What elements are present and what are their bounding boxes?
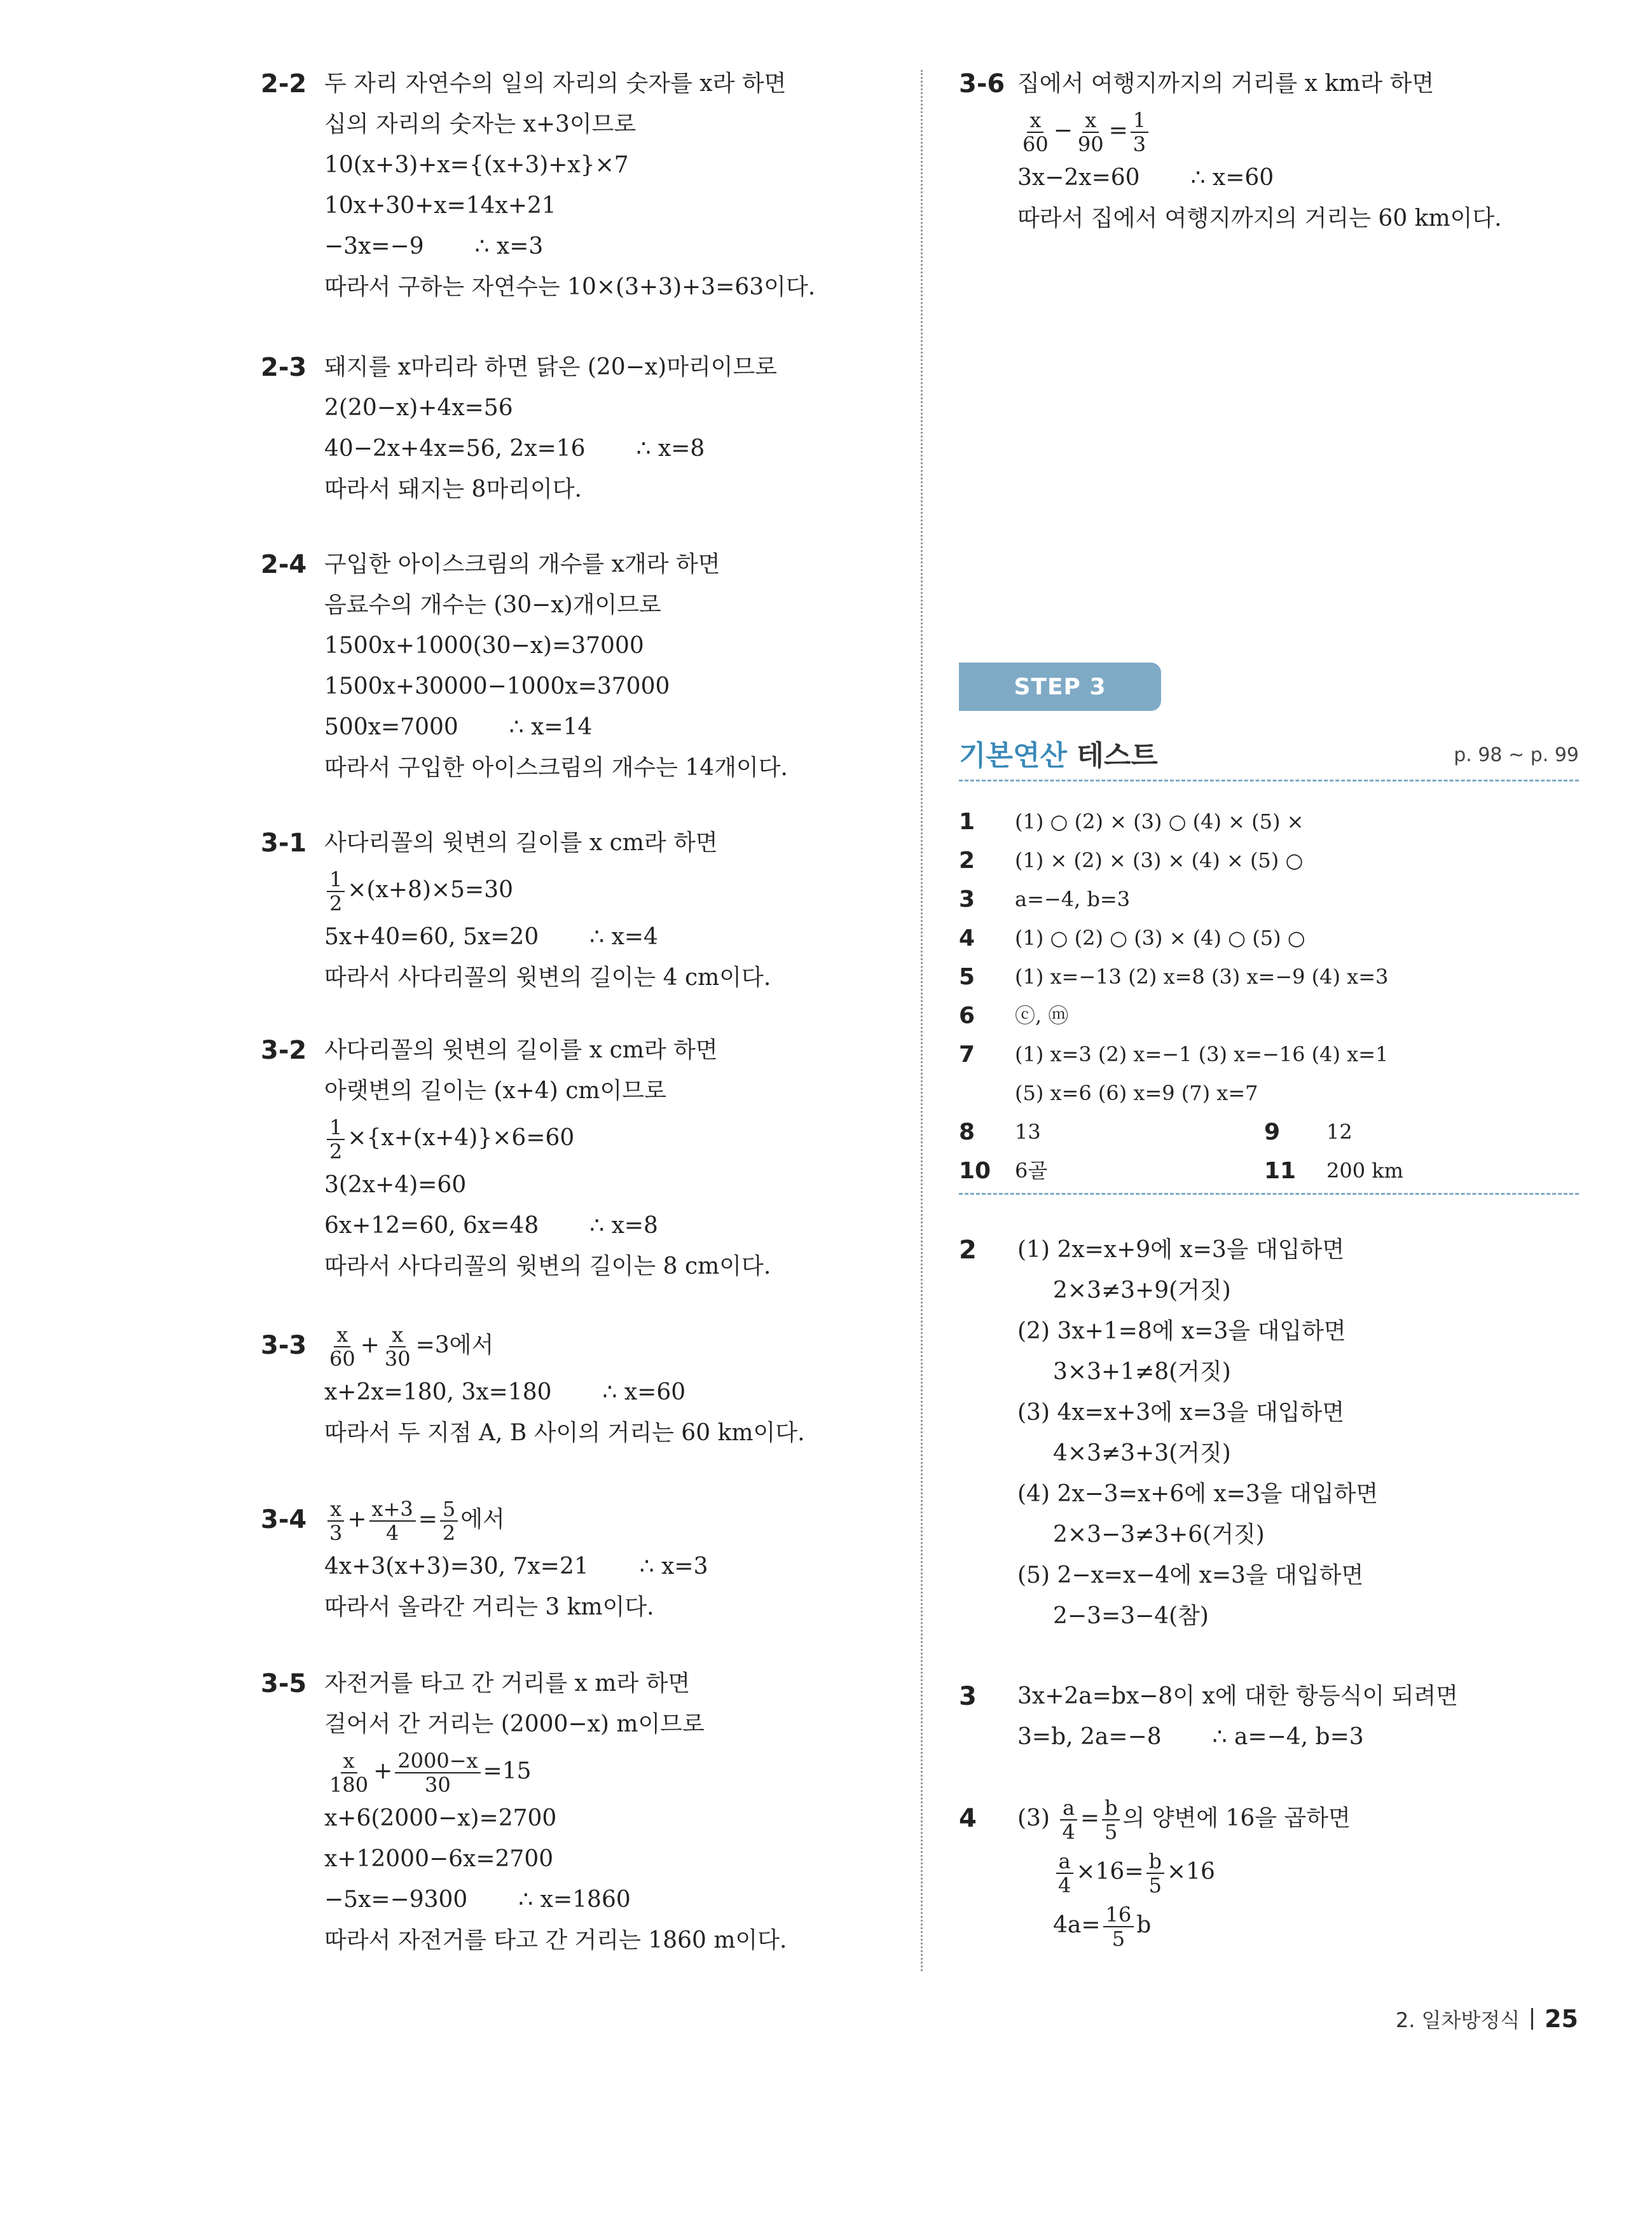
problem-2-3	[261, 347, 909, 510]
text-line: $\frac{1}{2}$ ×(x+8)×5=30	[324, 864, 909, 917]
text-line: 4a= $\frac{16}{5}$ b	[1053, 1903, 1152, 1951]
solution: ∴ x=8	[589, 1213, 658, 1239]
text-line: (2) 3x+1=8에 x=3을 대입하면	[1017, 1318, 1346, 1344]
fraction: $\frac{5}{2}$	[440, 1497, 458, 1545]
solution: ∴ x=3	[474, 233, 544, 259]
text-line: 따라서 구입한 아이스크림의 개수는 14개이다.	[324, 755, 788, 781]
solution: ∴ a=−4, b=3	[1212, 1724, 1364, 1750]
text-line: 2(20−x)+4x=56	[324, 395, 513, 421]
solution-2-block	[959, 1230, 1579, 1637]
fraction: $\frac{x}{60}$	[1022, 108, 1049, 156]
problem-3-1	[261, 823, 909, 998]
text-line: 3x+2a=bx−8이 x에 대한 항등식이 되려면	[1017, 1683, 1458, 1709]
solution: ∴ x=14	[509, 714, 593, 740]
problem-number: 3	[959, 1682, 977, 1711]
text-line: 10(x+3)+x={(x+3)+x}×7	[324, 152, 629, 178]
text-line: 4×3≠3+3(거짓)	[1053, 1440, 1231, 1466]
text-line: 2×3≠3+9(거짓)	[1053, 1277, 1231, 1304]
text-line: 걸어서 간 거리는 (2000−x) m이므로	[324, 1711, 705, 1737]
fraction: $\frac{x+3}{4}$	[369, 1497, 416, 1545]
solution-2	[959, 1230, 1579, 1637]
problem-3-6	[959, 64, 1579, 239]
page-range: p. 98 ~ p. 99	[1454, 744, 1579, 766]
text-line: 따라서 올라간 거리는 3 km이다.	[324, 1594, 654, 1620]
equation: 6x+12=60, 6x=48	[324, 1213, 539, 1239]
solution-3	[959, 1676, 1579, 1758]
answer-list	[959, 802, 1579, 1190]
fraction: $\frac{x}{90}$	[1077, 108, 1104, 156]
fraction: $\frac{x}{180}$	[329, 1749, 369, 1797]
text-line: $\frac{x}{3}$ + $\frac{x+3}{4}$ = $\frac{5}{2}$ 에서	[324, 1493, 909, 1546]
left-column	[261, 64, 909, 1961]
text-line: 2×3−3≠3+6(거짓)	[1053, 1522, 1265, 1548]
answer-row: 6 ⓒ, ⓜ	[959, 1003, 1069, 1029]
text-line: $\frac{1}{2}$ ×{x+(x+4)}×6=60	[324, 1112, 909, 1165]
text-line: 따라서 돼지는 8마리이다.	[324, 476, 582, 502]
fraction: $\frac{a}{4}$	[1056, 1850, 1073, 1897]
text-line: 1500x+30000−1000x=37000	[324, 673, 670, 699]
text-line: $\frac{x}{60}$ + $\frac{x}{30}$ =3에서	[324, 1319, 909, 1372]
equation: 40−2x+4x=56, 2x=16	[324, 436, 586, 462]
chapter-label: 2. 일차방정식	[1395, 2008, 1520, 2032]
fraction: $\frac{x}{3}$	[327, 1497, 345, 1545]
text-line	[324, 226, 909, 267]
problem-number: 2-3	[261, 353, 307, 382]
answer-row: 1 (1) ○ (2) × (3) ○ (4) × (5) ×	[959, 809, 1304, 835]
text-line	[324, 917, 909, 958]
text-line: 1500x+1000(30−x)=37000	[324, 633, 644, 659]
fraction: $\frac{x}{60}$	[329, 1323, 355, 1371]
fraction: $\frac{b}{5}$	[1146, 1850, 1164, 1897]
answer-row: 5 (1) x=−13 (2) x=8 (3) x=−9 (4) x=3	[959, 964, 1389, 990]
answer-row: 2 (1) × (2) × (3) × (4) × (5) ○	[959, 848, 1304, 874]
fraction: $\frac{2000-x}{30}$	[395, 1749, 480, 1796]
answer-row: 7 (1) x=3 (2) x=−1 (3) x=−16 (4) x=1	[959, 1042, 1389, 1068]
text-line: $\frac{a}{4}$ ×16= $\frac{b}{5}$ ×16	[1017, 1845, 1579, 1899]
text-line	[1017, 158, 1579, 198]
solution: ∴ x=60	[602, 1379, 686, 1405]
text-line: 10x+30+x=14x+21	[324, 193, 556, 219]
text-line: 자전거를 타고 간 거리를 x m라 하면	[324, 1670, 691, 1697]
problem-number: 3-4	[261, 1505, 307, 1534]
text-line	[324, 1372, 909, 1413]
solution-3-block	[959, 1676, 1579, 1758]
solution: ∴ x=3	[639, 1553, 708, 1580]
text-line: 구입한 아이스크림의 개수를 x개라 하면	[324, 551, 720, 577]
problem-3-4	[261, 1493, 909, 1628]
text-line	[324, 707, 909, 748]
solution-4	[959, 1792, 1579, 1952]
equation: 500x=7000	[324, 714, 458, 740]
text-line: $\frac{x}{180}$ + $\frac{2000-x}{30}$ =15	[324, 1745, 909, 1798]
text-line: (5) 2−x=x−4에 x=3을 대입하면	[1017, 1562, 1364, 1588]
equation: 4x+3(x+3)=30, 7x=21	[324, 1553, 589, 1580]
problem-number: 3-3	[261, 1331, 307, 1360]
problem-number: 4	[959, 1804, 977, 1833]
answer-row: (5) x=6 (6) x=9 (7) x=7	[1015, 1081, 1258, 1105]
text-line: 집에서 여행지까지의 거리를 x km라 하면	[1017, 71, 1435, 97]
text-line: 사다리꼴의 윗변의 길이를 x cm라 하면	[324, 1037, 718, 1063]
problem-number: 3-6	[959, 69, 1005, 99]
text-line: 사다리꼴의 윗변의 길이를 x cm라 하면	[324, 830, 718, 856]
answer-row-pair: 8 13 9 12	[959, 1119, 1353, 1145]
text-line: 따라서 구하는 자연수는 10×(3+3)+3=63이다.	[324, 274, 816, 300]
equation: 3=b, 2a=−8	[1017, 1724, 1162, 1750]
text-line: 돼지를 x마리라 하면 닭은 (20−x)마리이므로	[324, 354, 778, 380]
test-title	[959, 733, 1158, 773]
solution: ∴ x=60	[1190, 165, 1274, 191]
text-line	[324, 1880, 909, 1920]
text-line	[1017, 1717, 1579, 1758]
text-line: (4) 2x−3=x+6에 x=3을 대입하면	[1017, 1481, 1379, 1507]
equation: −5x=−9300	[324, 1887, 468, 1913]
text-line: 3(2x+4)=60	[324, 1172, 467, 1198]
text-line	[324, 1206, 909, 1246]
text-line: 따라서 자전거를 타고 간 거리는 1860 m이다.	[324, 1927, 787, 1953]
test-title-text: 테스트	[1077, 740, 1158, 772]
text-line: 따라서 사다리꼴의 윗변의 길이는 4 cm이다.	[324, 965, 771, 991]
fraction: $\frac{x}{30}$	[384, 1323, 411, 1371]
text-line: (1) 2x=x+9에 x=3을 대입하면	[1017, 1237, 1345, 1263]
text-line: 음료수의 개수는 (30−x)개이므로	[324, 592, 661, 618]
text-line: 따라서 사다리꼴의 윗변의 길이는 8 cm이다.	[324, 1253, 771, 1279]
problem-number: 3-1	[261, 829, 307, 858]
page-number: 25	[1545, 2005, 1578, 2033]
text-line: 아랫변의 길이는 (x+4) cm이므로	[324, 1078, 666, 1104]
problem-3-2	[261, 1030, 909, 1287]
fraction: $\frac{1}{2}$	[327, 1116, 345, 1163]
fraction: $\frac{1}{3}$	[1131, 109, 1148, 156]
test-header	[959, 730, 1579, 781]
answer-divider	[959, 1193, 1579, 1195]
problem-number: 3-5	[261, 1669, 307, 1698]
test-title-accent: 기본연산	[959, 740, 1068, 772]
text-line	[324, 1546, 909, 1587]
text-line: x+12000−6x=2700	[324, 1846, 554, 1872]
text-line: 두 자리 자연수의 일의 자리의 숫자를 x라 하면	[324, 71, 787, 97]
text-line: 따라서 두 지점 A, B 사이의 거리는 60 km이다.	[324, 1420, 805, 1446]
problem-3-6-block	[959, 64, 1579, 239]
problem-number: 3-2	[261, 1036, 307, 1065]
text-line: 십의 자리의 숫자는 x+3이므로	[324, 111, 637, 137]
equation: 5x+40=60, 5x=20	[324, 924, 539, 950]
solution: ∴ x=4	[589, 924, 658, 950]
equation: x+2x=180, 3x=180	[324, 1379, 552, 1405]
footer-divider	[1531, 2008, 1533, 2030]
text-line: x+6(2000−x)=2700	[324, 1805, 557, 1831]
answer-row: 4 (1) ○ (2) ○ (3) × (4) ○ (5) ○	[959, 925, 1305, 951]
fraction: $\frac{b}{5}$	[1102, 1796, 1120, 1843]
answer-row-pair: 10 6골 11 200 km	[959, 1158, 1403, 1184]
problem-number: 2	[959, 1235, 977, 1265]
fraction: $\frac{1}{2}$	[327, 868, 345, 915]
equation: 3x−2x=60	[1017, 165, 1140, 191]
problem-2-4	[261, 544, 909, 788]
text-line	[324, 429, 909, 469]
solution: ∴ x=1860	[518, 1887, 631, 1913]
text-line: $\frac{x}{60}$ − $\frac{x}{90}$ = $\frac{1}{3}$	[1017, 104, 1579, 158]
answer-row: 3 a=−4, b=3	[959, 886, 1131, 912]
text-line: 3×3+1≠8(거짓)	[1053, 1359, 1231, 1385]
problem-number: 2-4	[261, 550, 307, 579]
problem-number: 2-2	[261, 69, 307, 99]
page-footer	[1396, 2004, 1578, 2034]
equation: −3x=−9	[324, 233, 424, 259]
text-line: (3) $\frac{a}{4}$ = $\frac{b}{5}$ 의 양변에 16을 곱하면	[1017, 1796, 1351, 1844]
column-divider	[921, 70, 923, 1971]
text-line: 2−3=3−4(참)	[1053, 1603, 1209, 1629]
step-badge: STEP 3	[959, 663, 1161, 711]
solution-4-block	[959, 1792, 1579, 1952]
text-line: (3) 4x=x+3에 x=3을 대입하면	[1017, 1400, 1345, 1426]
problem-2-2	[261, 64, 909, 308]
fraction: $\frac{a}{4}$	[1059, 1796, 1077, 1843]
problem-3-3	[261, 1319, 909, 1454]
text-line: 따라서 집에서 여행지까지의 거리는 60 km이다.	[1017, 205, 1502, 231]
solution: ∴ x=8	[636, 436, 705, 462]
fraction: $\frac{16}{5}$	[1103, 1903, 1134, 1950]
problem-3-5	[261, 1663, 909, 1961]
